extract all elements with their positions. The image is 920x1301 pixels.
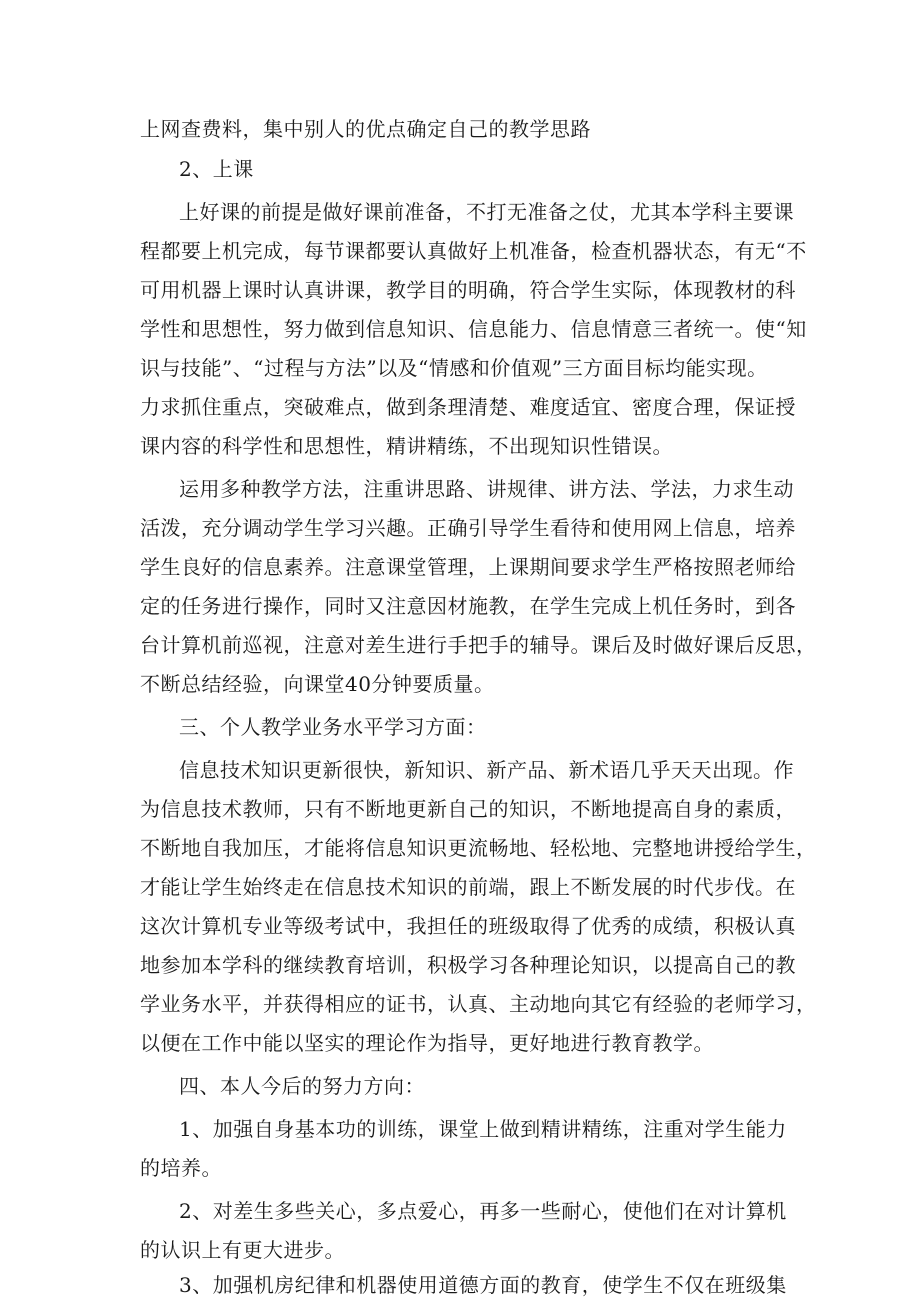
text-line: 地参加本学科的继续教育培训，积极学习各种理论知识，以提高自己的教 — [140, 953, 796, 977]
section-heading: 2、上课 — [179, 157, 254, 181]
text-line: 以便在工作中能以坚实的理论作为指导，更好地进行教育教学。 — [140, 1031, 714, 1055]
text-line: 识与技能”、“过程与方法”以及“情感和价值观”三方面目标均能实现。 — [140, 356, 768, 380]
list-item-continuation: 的认识上有更大进步。 — [140, 1238, 345, 1262]
text-line: 力求抓住重点，突破难点，做到条理清楚、难度适宜、密度合理，保证授 — [140, 395, 796, 419]
text-line: 学业务水平，并获得相应的证书，认真、主动地向其它有经验的老师学习， — [140, 992, 817, 1016]
text-line: 程都要上机完成，每节课都要认真做好上机准备，检查机器状态，有无“不 — [140, 239, 807, 263]
text-line: 可用机器上课时认真讲课，教学目的明确，符合学生实际，体现教材的科 — [140, 278, 796, 302]
text-line: 不断总结经验，向课堂40分钟要质量。 — [140, 672, 495, 696]
text-line: 课内容的科学性和思想性，精讲精练，不出现知识性错误。 — [140, 434, 673, 458]
text-line: 为信息技术教师，只有不断地更新自己的知识，不断地提高自身的素质， — [140, 797, 796, 821]
text-line: 上好课的前提是做好课前准备，不打无准备之仗，尤其本学科主要课 — [179, 200, 794, 224]
text-line: 运用多种教学方法，注重讲思路、讲规律、讲方法、学法，力求生动 — [179, 477, 794, 501]
text-line: 定的任务进行操作，同时又注意因材施教，在学生完成上机任务时，到各 — [140, 594, 796, 618]
text-line: 信息技术知识更新很快，新知识、新产品、新术语几乎天天出现。作 — [179, 758, 794, 782]
list-item-continuation: 的培养。 — [140, 1156, 222, 1180]
text-line: 学生良好的信息素养。注意课堂管理，上课期间要求学生严格按照老师给 — [140, 555, 796, 579]
list-item: 2、对差生多些关心，多点爱心，再多一些耐心，使他们在对计算机 — [179, 1199, 787, 1223]
section-heading: 四、本人今后的努力方向： — [179, 1074, 425, 1098]
text-line: 学性和思想性，努力做到信息知识、信息能力、信息情意三者统一。使“知 — [140, 317, 807, 341]
text-line: 活泼，充分调动学生学习兴趣。正确引导学生看待和使用网上信息，培养 — [140, 516, 796, 540]
text-line: 才能让学生始终走在信息技术知识的前端，跟上不断发展的时代步伐。在 — [140, 875, 796, 899]
text-line: 上网查费料，集中别人的优点确定自己的教学思路 — [140, 117, 591, 141]
list-item: 1、加强自身基本功的训练，课堂上做到精讲精练，注重对学生能力 — [179, 1117, 787, 1141]
text-line: 这次计算机专业等级考试中，我担任的班级取得了优秀的成绩，积极认真 — [140, 914, 796, 938]
section-heading: 三、个人教学业务水平学习方面： — [179, 715, 487, 739]
list-item: 3、加强机房纪律和机器使用道德方面的教育，使学生不仅在班级集 — [179, 1273, 787, 1297]
text-line: 不断地自我加压，才能将信息知识更流畅地、轻松地、完整地讲授给学生， — [140, 836, 817, 860]
text-line: 台计算机前巡视，注意对差生进行手把手的辅导。课后及时做好课后反思， — [140, 633, 817, 657]
